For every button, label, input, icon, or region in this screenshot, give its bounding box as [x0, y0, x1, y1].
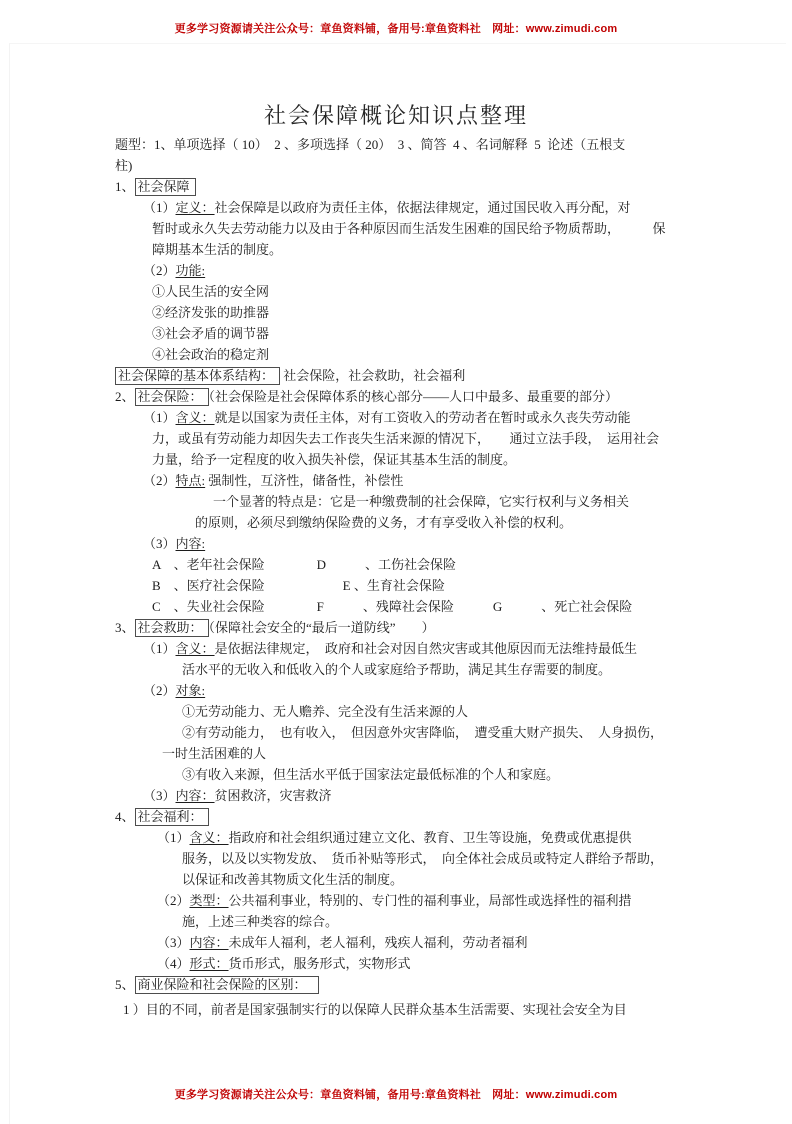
doc-line	[115, 743, 691, 764]
doc-line	[115, 386, 691, 407]
boxed-heading: 商业保险和社会保险的区别：	[135, 976, 320, 994]
underlined-term: 形式：	[189, 956, 229, 971]
boxed-heading: 社会福利：	[135, 808, 209, 826]
text-run: 公共福利事业，特别的、专门性的福利事业，局部性或选择性的福利措	[228, 893, 632, 908]
doc-line	[115, 197, 691, 218]
doc-line	[115, 134, 691, 155]
doc-line	[115, 218, 691, 239]
doc-line	[115, 701, 691, 722]
doc-line	[115, 785, 691, 806]
doc-line	[115, 260, 691, 281]
text-run: B 、医疗社会保险 E 、生育社会保险	[152, 578, 445, 593]
doc-line	[115, 176, 691, 197]
text-run: 未成年人福利，老人福利，残疾人福利，劳动者福利	[228, 935, 528, 950]
text-run: 2、	[115, 389, 135, 404]
doc-line	[115, 869, 691, 890]
doc-line	[115, 155, 691, 176]
doc-line	[115, 659, 691, 680]
doc-line	[115, 722, 691, 743]
doc-line	[115, 449, 691, 470]
text-run: 施，上述三种类容的综合。	[182, 914, 339, 929]
text-run: ④社会政治的稳定剂	[152, 347, 270, 362]
page-title: 社会保障概论知识点整理	[263, 103, 528, 128]
text-run: 题型：1、单项选择（ 10） 2 、多项选择（ 20） 3 、简答 4 、名词解释 5 论述（五根支	[115, 137, 626, 152]
text-run: 5、	[115, 977, 135, 992]
doc-line	[115, 428, 691, 449]
underlined-term: 含义：	[175, 641, 215, 656]
doc-line	[115, 365, 691, 386]
text-run: 力，或虽有劳动能力却因失去工作丧失生活来源的情况下， 通过立法手段， 运用社会	[152, 431, 660, 446]
underlined-term: 对象:	[175, 683, 206, 698]
text-run: 力量，给予一定程度的收入损失补偿，保证其基本生活的制度。	[152, 452, 517, 467]
text-run: C 、失业社会保险 F 、残障社会保险 G 、死亡社会保险	[152, 599, 633, 614]
boxed-heading: 社会救助：	[135, 619, 209, 637]
doc-line	[115, 638, 691, 659]
doc-line	[115, 827, 691, 848]
text-run: （2）	[157, 893, 190, 908]
text-run: 贫困救济，灾害救济	[214, 788, 332, 803]
doc-line	[115, 932, 691, 953]
text-run: （4）	[157, 956, 190, 971]
doc-line	[115, 554, 691, 575]
text-run: 以保证和改善其物质文化生活的制度。	[182, 872, 404, 887]
text-run: 一时生活困难的人	[162, 746, 267, 761]
doc-line	[115, 953, 691, 974]
text-run: 4、	[115, 809, 135, 824]
doc-line	[115, 512, 691, 533]
text-run: （1）	[143, 410, 176, 425]
text-run: 1、	[115, 179, 135, 194]
header-notice: 更多学习资源请关注公众号：章鱼资料铺，备用号:章鱼资料社 网址：www.zimudi.com	[174, 23, 618, 35]
text-run: 障期基本生活的制度。	[152, 242, 283, 257]
doc-line	[115, 302, 691, 323]
doc-line	[115, 470, 691, 491]
doc-line	[115, 764, 691, 785]
text-run: （保障社会安全的“最后一道防线” ）	[208, 620, 435, 635]
underlined-term: 内容:	[175, 536, 206, 551]
footer-notice: 更多学习资源请关注公众号：章鱼资料铺，备用号:章鱼资料社 网址：www.zimudi.com	[174, 1089, 618, 1101]
text-run: 强制性，互济性，储备性，补偿性	[205, 473, 404, 488]
text-run: （3）	[157, 935, 190, 950]
text-run: ②有劳动能力， 也有收入， 但因意外灾害降临， 遭受重大财产损失、 人身损伤，	[182, 725, 664, 740]
text-run: 一个显著的特点是：它是一种缴费制的社会保障，它实行权利与义务相关	[213, 494, 630, 509]
doc-line	[115, 533, 691, 554]
text-run: ①人民生活的安全网	[152, 284, 270, 299]
doc-line	[115, 999, 691, 1020]
boxed-heading: 社会保险：	[135, 388, 209, 406]
text-run: 社会保险，社会救助，社会福利	[280, 368, 466, 383]
text-run: （1）	[143, 200, 176, 215]
text-run: 货币形式，服务形式，实物形式	[228, 956, 411, 971]
text-run: A 、老年社会保险 D 、工伤社会保险	[152, 557, 457, 572]
text-run: ③社会矛盾的调节器	[152, 326, 270, 341]
text-run: 社会保障是以政府为责任主体，依据法律规定，通过国民收入再分配，对	[214, 200, 631, 215]
text-run: （2）	[143, 263, 176, 278]
text-run: 指政府和社会组织通过建立文化、教育、卫生等设施，免费或优惠提供	[228, 830, 632, 845]
doc-line	[115, 848, 691, 869]
underlined-term: 含义：	[175, 410, 215, 425]
text-run: （3）	[143, 788, 176, 803]
doc-line	[115, 323, 691, 344]
underlined-term: 内容：	[189, 935, 229, 950]
doc-line	[115, 491, 691, 512]
doc-line	[115, 575, 691, 596]
text-run: 的原则，必须尽到缴纳保险费的义务，才有享受收入补偿的权利。	[195, 515, 573, 530]
text-run: 暂时或永久失去劳动能力以及由于各种原因而生活发生困难的国民给予物质帮助， 保	[152, 221, 666, 236]
text-run: （3）	[143, 536, 176, 551]
doc-line	[115, 806, 691, 827]
underlined-term: 内容：	[175, 788, 215, 803]
text-run: （2）	[143, 473, 176, 488]
text-run: 3、	[115, 620, 135, 635]
doc-line	[115, 617, 691, 638]
doc-line	[115, 890, 691, 911]
doc-line	[115, 974, 691, 995]
text-run: （1）	[143, 641, 176, 656]
text-run: （1）	[157, 830, 190, 845]
boxed-heading: 社会保障的基本体系结构：	[115, 367, 280, 385]
document-body	[115, 134, 691, 1020]
doc-line	[115, 281, 691, 302]
text-run: 就是以国家为责任主体，对有工资收入的劳动者在暂时或永久丧失劳动能	[214, 410, 631, 425]
underlined-term: 功能:	[175, 263, 206, 278]
doc-line	[115, 911, 691, 932]
doc-line	[115, 239, 691, 260]
underlined-term: 定义：	[175, 200, 215, 215]
text-run: （2）	[143, 683, 176, 698]
text-run: ①无劳动能力、无人赡养、完全没有生活来源的人	[182, 704, 469, 719]
text-run: 1 ）目的不同，前者是国家强制实行的以保障人民群众基本生活需要、实现社会安全为目	[123, 1002, 627, 1017]
doc-line	[115, 407, 691, 428]
doc-line	[115, 344, 691, 365]
underlined-term: 特点:	[175, 473, 206, 488]
text-run: 活水平的无收入和低收入的个人或家庭给予帮助，满足其生存需要的制度。	[182, 662, 612, 677]
underlined-term: 含义：	[189, 830, 229, 845]
text-run: 服务，以及以实物发放、 货币补贴等形式， 向全体社会成员或特定人群给予帮助，	[182, 851, 664, 866]
text-run: ③有收入来源，但生活水平低于国家法定最低标准的个人和家庭。	[182, 767, 560, 782]
doc-line	[115, 596, 691, 617]
doc-line	[115, 680, 691, 701]
text-run: ②经济发张的助推器	[152, 305, 270, 320]
text-run: 柱)	[115, 158, 133, 173]
underlined-term: 类型：	[189, 893, 229, 908]
text-run: （社会保险是社会保障体系的核心部分——人口中最多、最重要的部分）	[208, 389, 619, 404]
boxed-heading: 社会保障	[135, 178, 196, 196]
text-run: 是依据法律规定， 政府和社会对因自然灾害或其他原因而无法维持最低生	[214, 641, 638, 656]
